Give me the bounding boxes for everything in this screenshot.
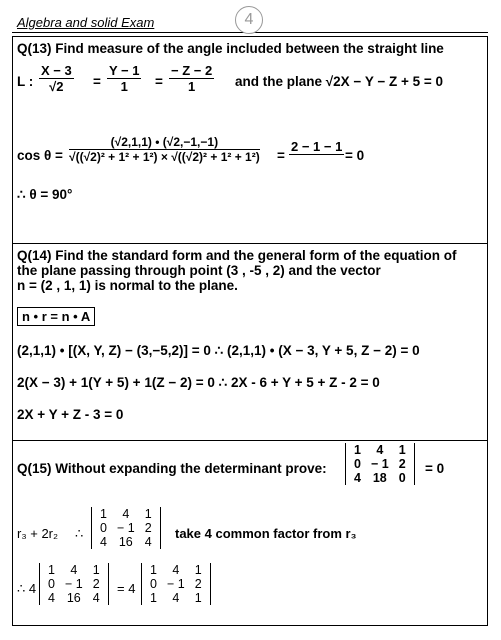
- determinant-cell: 4: [376, 443, 384, 457]
- q14-step-1: (2,1,1) • [(X, Y, Z) − (3,−5,2)] = 0 ∴ (2,1,1) • (X − 3, Y + 5, Z − 2) = 0: [17, 343, 420, 358]
- question-15-box: [12, 440, 488, 626]
- determinant-cell: 0: [100, 521, 107, 535]
- q15-equals-four: = 4: [117, 581, 136, 596]
- determinant-row: [145, 577, 207, 591]
- q13-result-value: = 0: [345, 148, 365, 163]
- determinant-cell: 0: [354, 457, 361, 471]
- determinant-row: [43, 577, 105, 591]
- determinant-cell: − 1: [64, 577, 83, 591]
- determinant-cell: 0: [398, 471, 406, 485]
- q15-note: take 4 common factor from r₃: [175, 526, 357, 541]
- determinant-cell: 1: [150, 591, 157, 605]
- q14-step-3: 2X + Y + Z - 3 = 0: [17, 407, 124, 422]
- q15-prompt: Q(15) Without expanding the determinant prove:: [17, 461, 327, 476]
- determinant-cell: − 1: [116, 521, 135, 535]
- determinant-row: [145, 563, 207, 577]
- q13-plane: and the plane √2X − Y − Z + 5 = 0: [235, 74, 444, 89]
- determinant-cell: 4: [144, 535, 152, 549]
- determinant-row: [349, 471, 411, 485]
- determinant-cell: 2: [92, 577, 100, 591]
- q13-equals-3: =: [277, 148, 285, 163]
- q14-formula-box: n • r = n • A: [17, 307, 95, 326]
- determinant-cell: 1: [194, 563, 202, 577]
- determinant-cell: 4: [172, 563, 180, 577]
- determinant-row: [349, 443, 411, 457]
- determinant-cell: 4: [92, 591, 100, 605]
- determinant-cell: 16: [118, 535, 133, 549]
- q14-prompt-line-1: Q(14) Find the standard form and the general form of the equation of: [17, 248, 457, 263]
- determinant-row: [95, 521, 157, 535]
- q13-result-fraction: 2 − 1 − 1: [291, 139, 343, 154]
- determinant-cell: 1: [194, 591, 202, 605]
- q13-cos-fraction: $\frac{(√2,1,1) • (√2,-1,-1)}{\text{√((√2)² + 1² + 1²) × √((√2)² + 1² + 1²)}}$: [69, 135, 260, 164]
- q15-determinant-main: [345, 443, 415, 485]
- q13-prompt: Q(13) Find measure of the angle included between the straight line: [17, 41, 444, 56]
- q15-therefore-1: ∴: [75, 526, 84, 541]
- determinant-cell: 2: [194, 577, 202, 591]
- question-13-box: [12, 36, 488, 244]
- q14-prompt-line-2: the plane passing through point (3 , -5 , 2) and the vector: [17, 263, 381, 278]
- determinant-cell: 1: [92, 563, 100, 577]
- q13-fraction-x: $\frac{X - 3}{√2}$: [41, 63, 72, 94]
- determinant-cell: − 1: [370, 457, 389, 471]
- determinant-cell: 1: [150, 563, 157, 577]
- q15-determinant-step: [91, 507, 161, 549]
- determinant-cell: 18: [372, 471, 387, 485]
- q15-equals-zero: = 0: [425, 461, 445, 476]
- determinant-cell: 4: [48, 591, 55, 605]
- determinant-cell: 1: [144, 507, 152, 521]
- determinant-cell: 4: [122, 507, 130, 521]
- q13-fraction-z: $\frac{- Z - 2}{1}$: [171, 63, 213, 94]
- determinant-cell: 1: [354, 443, 361, 457]
- exam-page: [12, 12, 488, 626]
- determinant-row: [145, 591, 207, 605]
- page-number-badge: 4: [235, 6, 263, 34]
- q13-line-label: L :: [17, 74, 34, 89]
- determinant-row: [43, 563, 105, 577]
- determinant-cell: 1: [398, 443, 406, 457]
- determinant-row: [43, 591, 105, 605]
- determinant-cell: − 1: [166, 577, 185, 591]
- determinant-cell: 4: [100, 535, 107, 549]
- q15-row-operation: r₃ + 2r₂: [17, 526, 59, 541]
- determinant-cell: 2: [144, 521, 152, 535]
- q13-cos-label: cos θ =: [17, 148, 63, 163]
- determinant-cell: 4: [172, 591, 180, 605]
- q13-conclusion: ∴ θ = 90°: [17, 187, 73, 202]
- q13-fraction-y: $\frac{Y - 1}{1}$: [109, 63, 140, 94]
- question-14-box: [12, 243, 488, 441]
- determinant-row: [349, 457, 411, 471]
- determinant-row: [95, 535, 157, 549]
- determinant-cell: 0: [48, 577, 55, 591]
- determinant-cell: 1: [48, 563, 55, 577]
- q13-equals-2: =: [155, 74, 163, 89]
- determinant-cell: 4: [70, 563, 78, 577]
- q15-determinant-b: [141, 563, 211, 605]
- determinant-cell: 1: [100, 507, 107, 521]
- determinant-cell: 4: [354, 471, 361, 485]
- q14-step-2: 2(X − 3) + 1(Y + 5) + 1(Z − 2) = 0 ∴ 2X - 6 + Y + 5 + Z - 2 = 0: [17, 375, 380, 390]
- q15-determinant-a: [39, 563, 109, 605]
- determinant-cell: 0: [150, 577, 157, 591]
- determinant-cell: 16: [66, 591, 81, 605]
- exam-title: Algebra and solid Exam: [17, 15, 155, 30]
- q14-prompt-line-3: n = (2 , 1, 1) is normal to the plane.: [17, 278, 238, 293]
- q15-conclusion-prefix: ∴ 4: [17, 581, 37, 596]
- determinant-row: [95, 507, 157, 521]
- determinant-cell: 2: [398, 457, 406, 471]
- q13-equals-1: =: [93, 74, 101, 89]
